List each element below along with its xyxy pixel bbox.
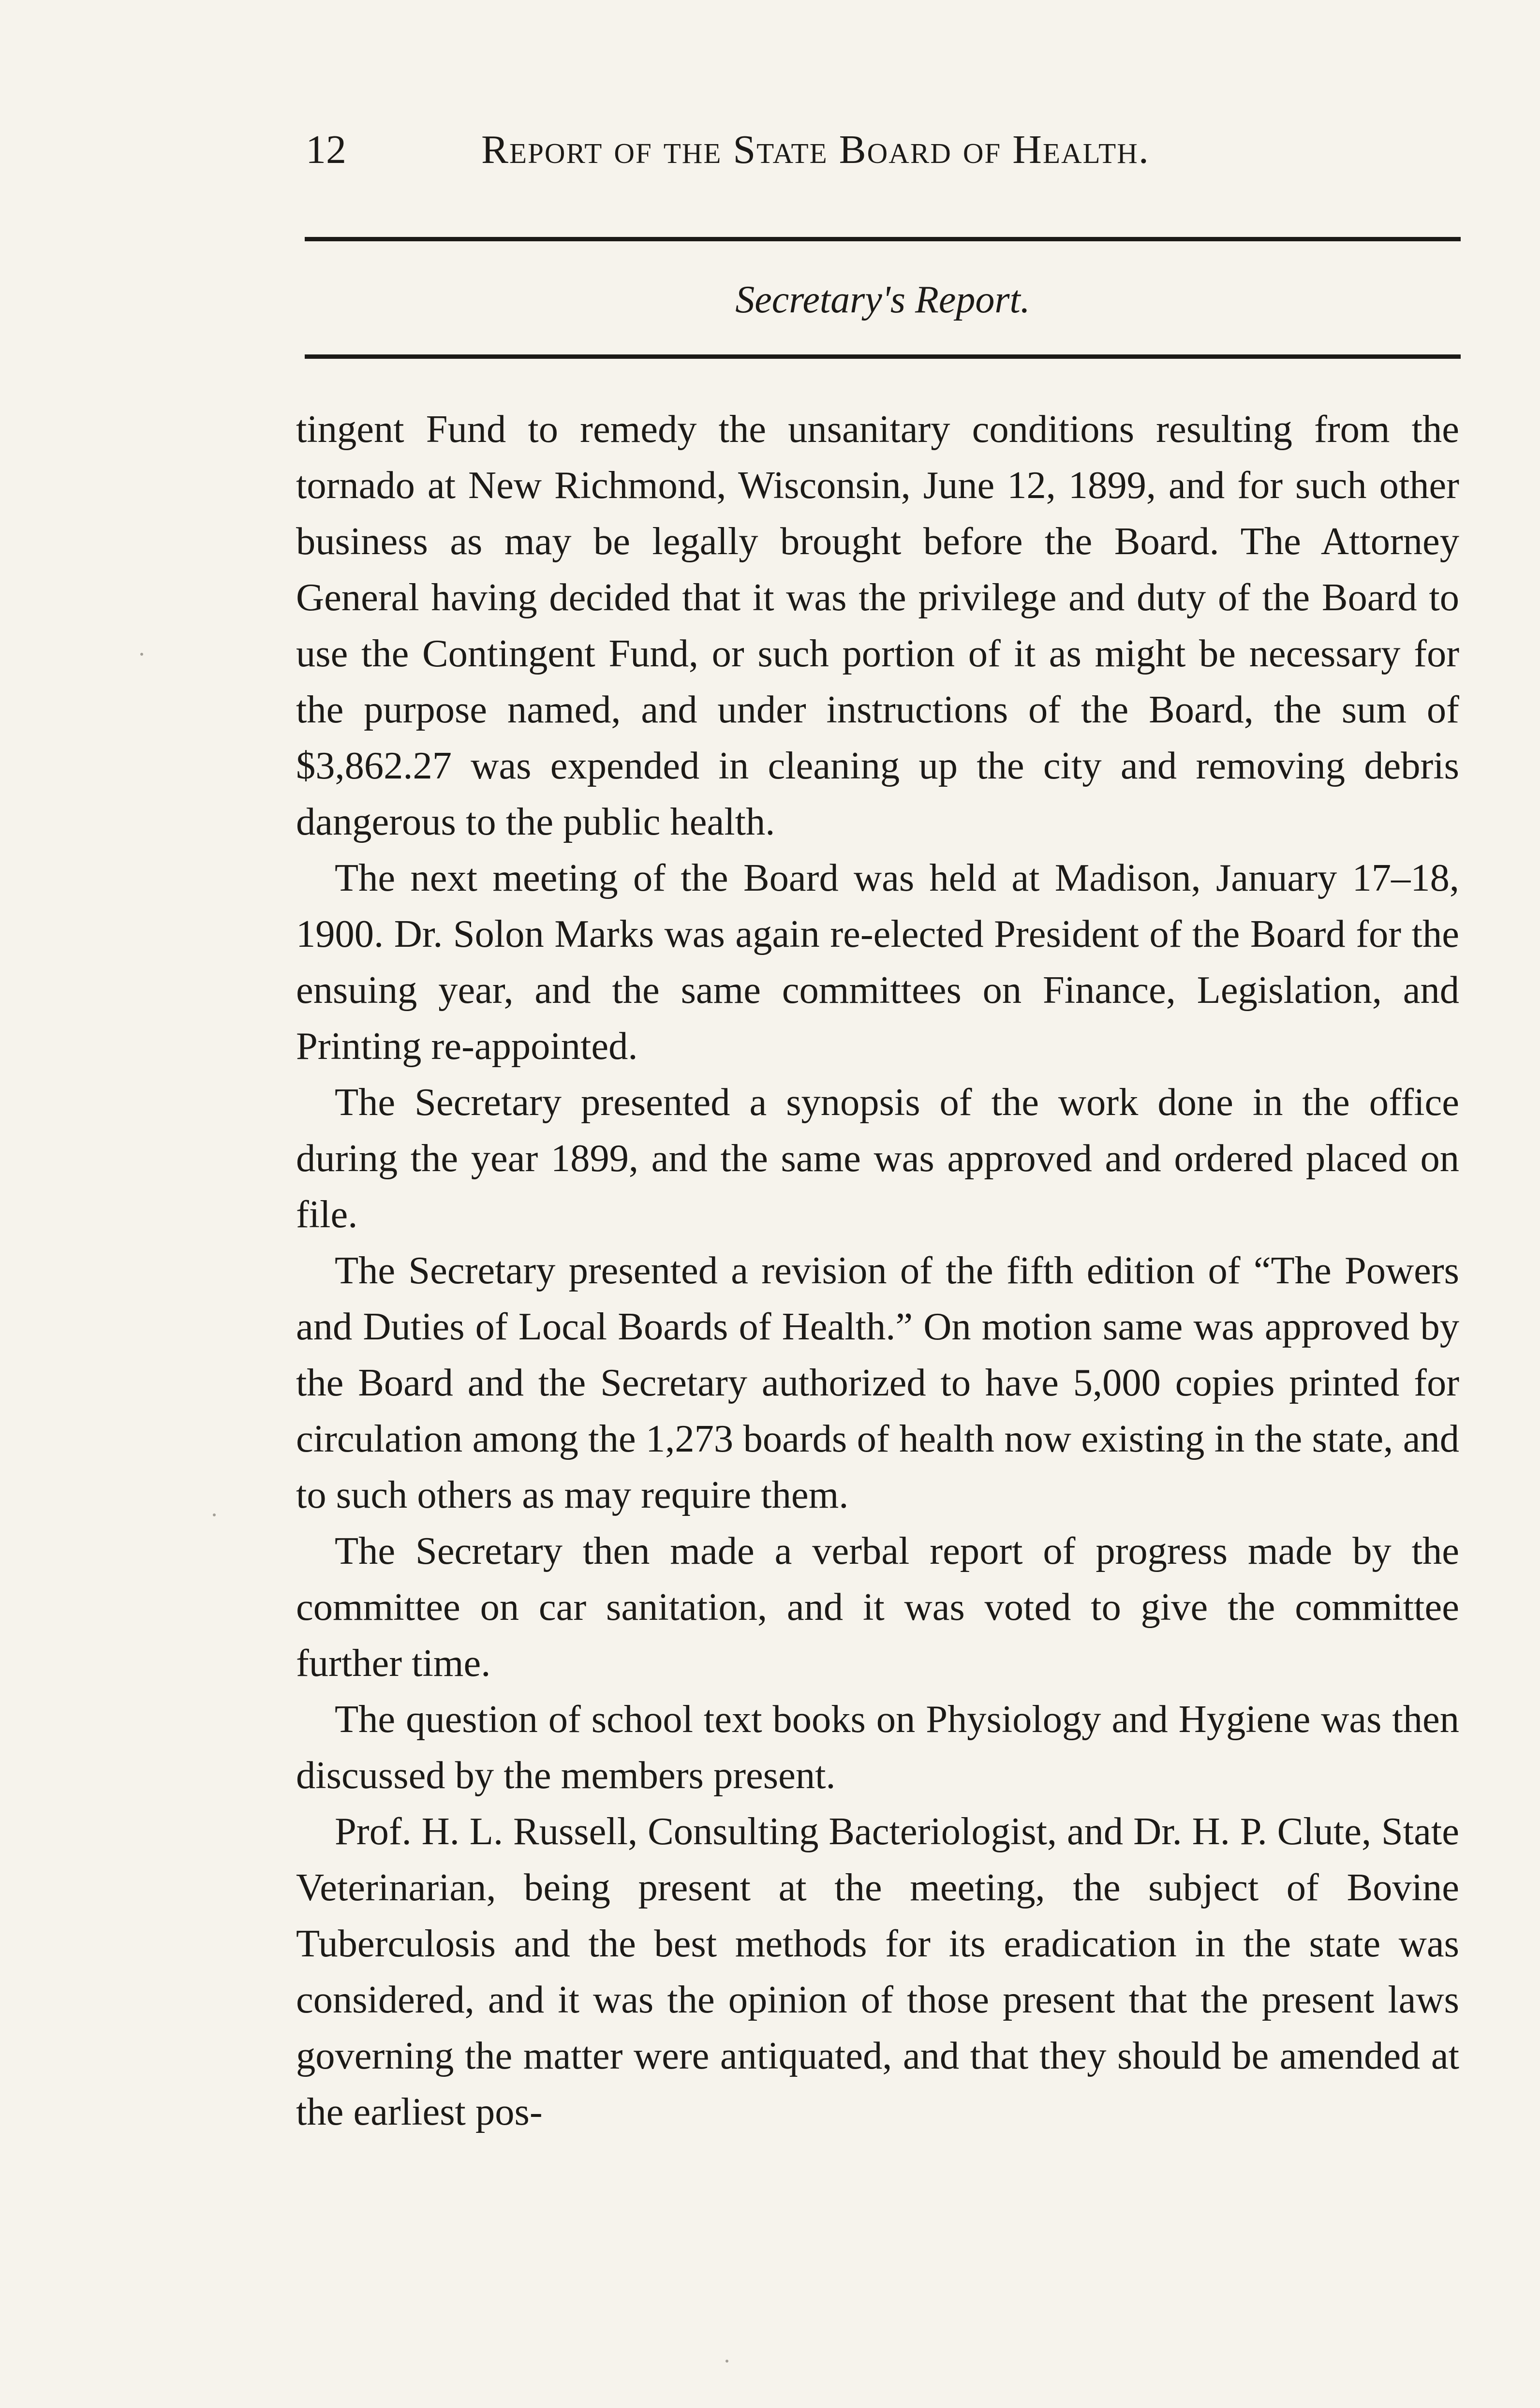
paper-speck bbox=[726, 2360, 728, 2363]
paragraph: The question of school text books on Physiology and Hygiene was then discussed by the members present. bbox=[296, 1698, 1459, 1797]
header-rule-top bbox=[305, 237, 1461, 241]
paragraph: The next meeting of the Board was held at Madison, January 17–18, 1900. Dr. Solon Marks was again re-elected President of the Board for the ensuing year, and the same committees on Finance, Legislation, and Printing re-appointed. bbox=[296, 856, 1459, 1068]
paragraph: The Secretary then made a verbal report of progress made by the committee on car sanitation, and it was voted to give the committee further time. bbox=[296, 1529, 1459, 1685]
page-header bbox=[300, 123, 1461, 176]
paragraph: Prof. H. L. Russell, Consulting Bacteriologist, and Dr. H. P. Clute, State Veterinarian, being present at the meeting, the subject of Bovine Tuberculosis and the best methods for its eradication in the state was considered, and it was the opinion of those present that the present laws governing the matter were antiquated, and that they should be amended at the earliest pos- bbox=[296, 1810, 1459, 2133]
header-rule-bottom bbox=[305, 354, 1461, 359]
body-text bbox=[296, 401, 1459, 2140]
paper-speck bbox=[213, 1513, 216, 1516]
paragraph: The Secretary presented a revision of the fifth edition of “The Powers and Duties of Local Boards of Health.” On motion same was approved by the Board and the Secretary authorized to have 5,000 copies printed for circulation among the 1,273 boards of health now existing in the state, and to such others as may require them. bbox=[296, 1249, 1459, 1516]
section-title: Secretary's Report. bbox=[735, 279, 1030, 321]
paragraph: tingent Fund to remedy the unsanitary conditions resulting from the tornado at New Richmond, Wisconsin, June 12, 1899, and for such other business as may be legally brought before the Board. The Attorney General having decided that it was the privilege and duty of the Board to use the Contingent Fund, or such portion of it as might be necessary for the purpose named, and under instructions of the Board, the sum of $3,862.27 was expended in cleaning up the city and removing debris dangerous to the public health. bbox=[296, 408, 1459, 843]
paragraph: The Secretary presented a synopsis of the work done in the office during the year 1899, and the same was approved and ordered placed on file. bbox=[296, 1081, 1459, 1236]
paper-speck bbox=[140, 653, 143, 656]
page-number: 12 bbox=[306, 127, 346, 172]
running-title: Report of the State Board of Health. bbox=[481, 127, 1150, 172]
